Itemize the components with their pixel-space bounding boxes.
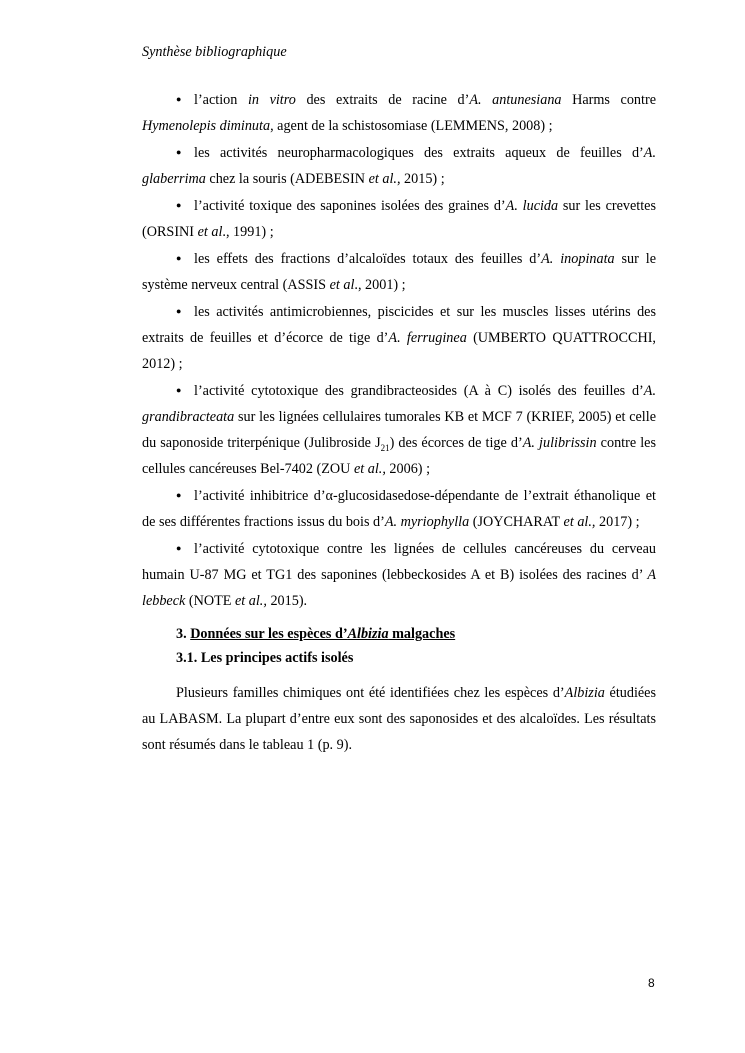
list-item: ● les effets des fractions d’alcaloïdes totaux des feuilles d’A. inopinata sur le système nerveux central (ASSIS et al., 2001) ; <box>142 245 656 298</box>
subsection-heading: 3.1. Les principes actifs isolés <box>176 650 354 666</box>
list-item: ● les activités neuropharmacologiques des extraits aqueux de feuilles d’A. glaberrima chez la souris (ADEBESIN et al., 2015) ; <box>142 139 656 192</box>
page-body <box>142 86 656 758</box>
bullet-icon: ● <box>176 490 182 500</box>
list-item: ● les activités antimicrobiennes, piscicides et sur les muscles lisses utérins des extraits de feuilles et d’écorce de tige d’A. ferruginea (UMBERTO QUATTROCCHI, 2012) ; <box>142 298 656 377</box>
list-item: ● l’activité cytotoxique des grandibracteosides (A à C) isolés des feuilles d’A. grandibracteata sur les lignées cellulaires tumorales KB et MCF 7 (KRIEF, 2005) et celle du saponoside triterpénique (Julibroside $J_{21}$) des écorces de tige d’A. julibrissin contre les cellules cancéreuses Bel-7402 (ZOU et al., 2006) ; <box>142 377 656 482</box>
bullet-icon: ● <box>176 147 182 157</box>
page-number: 8 <box>648 976 655 990</box>
body-paragraph: Plusieurs familles chimiques ont été identifiées chez les espèces d’Albizia étudiées au LABASM. La plupart d’entre eux sont des saponosides et des alcaloïdes. Les résultats sont résumés dans le tableau 1 (p. 9). <box>142 685 657 753</box>
running-header: Synthèse bibliographique <box>142 44 287 60</box>
list-item: ● l’activité toxique des saponines isolées des graines d’A. lucida sur les crevettes (ORSINI et al., 1991) ; <box>142 192 656 245</box>
bullet-icon: ● <box>176 200 182 210</box>
bullet-icon: ● <box>176 385 182 395</box>
bullet-icon: ● <box>176 306 182 316</box>
section-heading: 3. Données sur les espèces d’Albizia malgaches <box>176 626 456 642</box>
list-item: ● l’activité inhibitrice d’α-glucosidasedose-dépendante de l’extrait éthanolique et de ses différentes fractions issus du bois d’A. myriophylla (JOYCHARAT et al., 2017) ; <box>142 482 656 535</box>
bullet-icon: ● <box>176 543 182 553</box>
bullet-icon: ● <box>176 253 182 263</box>
list-item: ● l’action in vitro des extraits de racine d’A. antunesiana Harms contre Hymenolepis diminuta, agent de la schistosomiase (LEMMENS, 2008) ; <box>142 86 656 139</box>
list-item: ● l’activité cytotoxique contre les lignées de cellules cancéreuses du cerveau humain U-87 MG et TG1 des saponines (lebbeckosides A et B) isolées des racines d’ A lebbeck (NOTE et al., 2015). <box>142 535 656 614</box>
bullet-icon: ● <box>176 94 182 104</box>
